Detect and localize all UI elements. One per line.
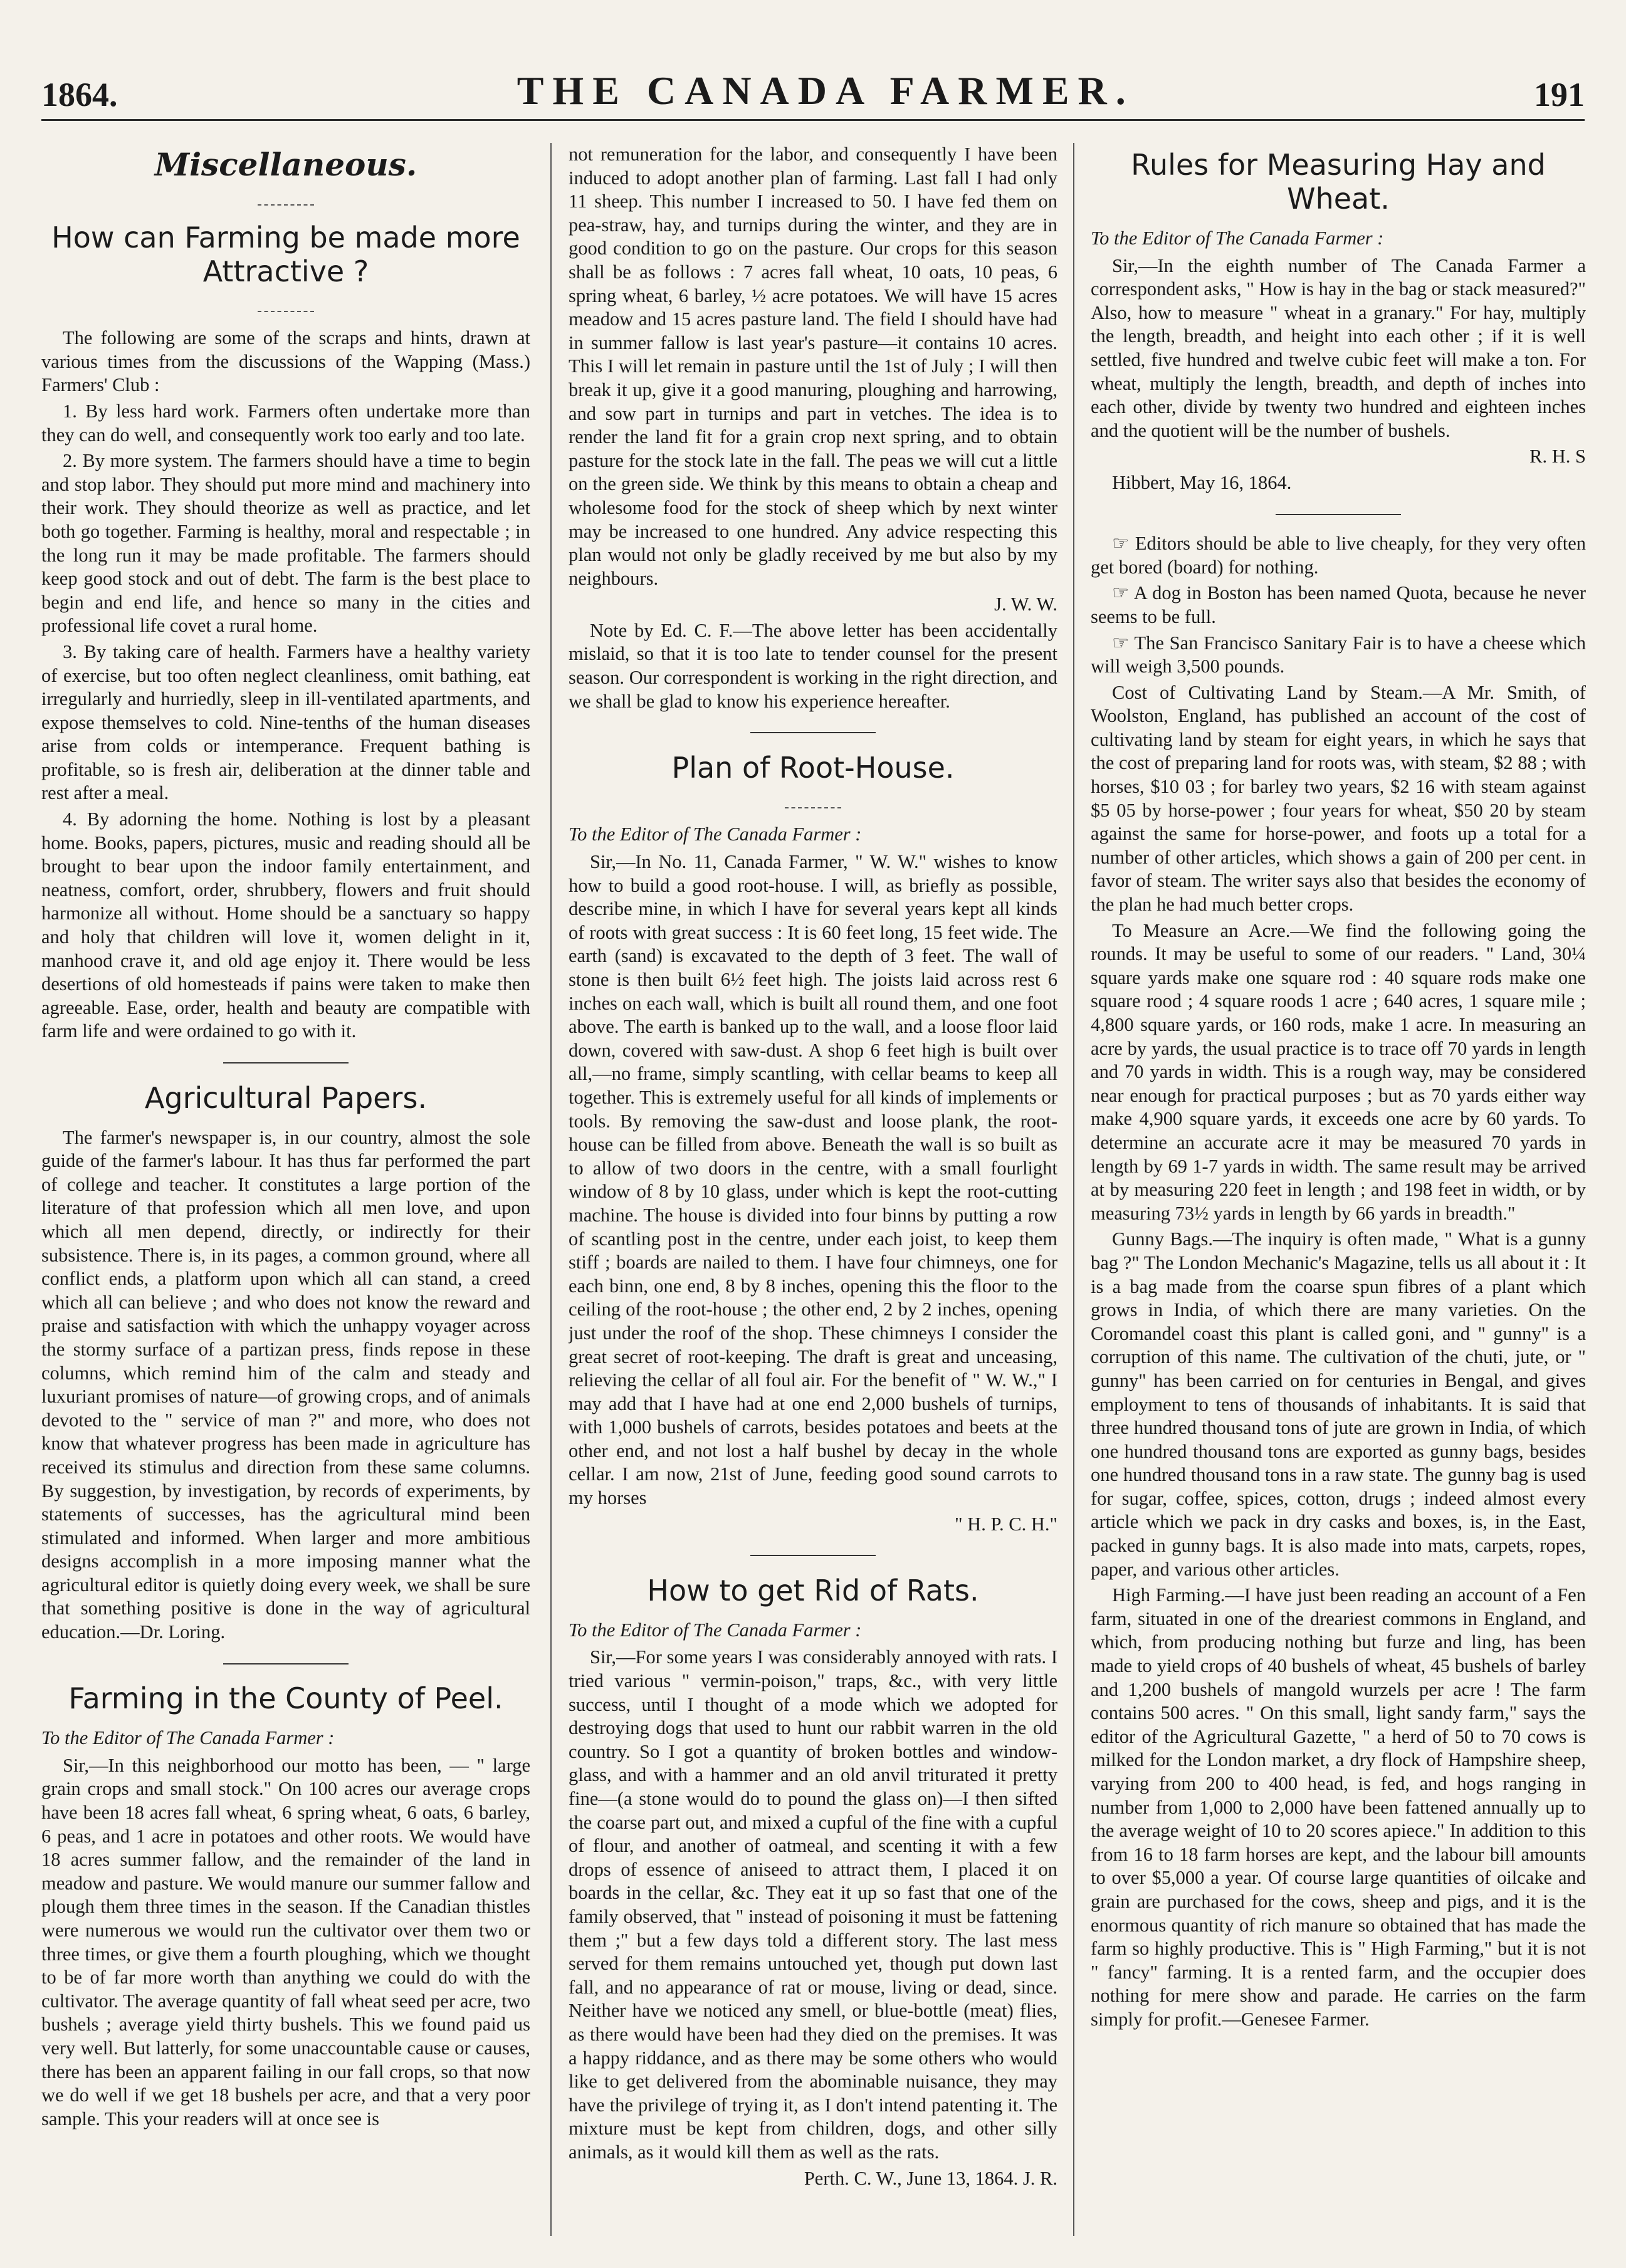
article-title: Farming in the County of Peel. <box>68 1681 503 1716</box>
column-1 <box>41 143 530 2242</box>
paragraph: 3. By taking care of health. Farmers have a healthy variety of exercise, but too often neglect cleanliness, omit bathing, eat irregularly and hurriedly, sleep in ill-ventilated apartments, and expose themselves to cold. Nine-tenths of the human diseases arise from colds or intemperance. Frequent bathing is profitable, so is fresh air, deliberation at the dinner table and rest after a meal. <box>41 640 530 804</box>
salutation: To the Editor of The Canada Farmer : <box>1091 227 1384 249</box>
column-rule <box>1073 143 1074 2236</box>
paragraph: High Farming.—I have just been reading an account of a Fen farm, situated in one of the dreariest commons in England, and which, from producing nothing but furze and ling, has been made to yield crops of 40 bushels of wheat, 45 bushels of barley and 1,200 bushels of mangold wurzels per acre ! The farm contains 500 acres. " On this small, light sandy farm," says the editor of the Agricultural Gazette, " a herd of 50 to 70 cows is milked for the London market, a dry flock of Hampshire sheep, varying from 200 to 400 head, is fed, and hogs ranging in number from 1,000 to 2,000 have been fattened annually up to the average weight of 10 to 20 scores apiece." In addition to this from 16 to 18 farm horses are kept, and the labour bill amounts to over $5,000 a year. Of course large quantities of oilcake and grain are purchased for the cows, sheep and pigs, and it is the enormous quantity of rich manure so obtained that has made the farm so highly productive. This is " High Farming," but it is not " fancy" farming. It is a rented farm, and the occupier does nothing for mere show and parade. He carries on the farm simply for profit.—Genesee Farmer. <box>1091 1584 1586 2030</box>
article-title: Rules for Measuring Hay and Wheat. <box>1131 148 1546 216</box>
editor-note: Note by Ed. C. F.—The above letter has been accidentally mislaid, so that it is too late to tender counsel for the present season. Our correspondent is working in the right direction, and we shall be glad to know his experience hereafter. <box>569 619 1057 712</box>
divider <box>41 188 530 212</box>
divider <box>41 1050 530 1074</box>
salutation: To the Editor of The Canada Farmer : <box>41 1727 335 1749</box>
article-title: Plan of Root-House. <box>671 750 955 785</box>
article-title: How to get Rid of Rats. <box>647 1573 979 1607</box>
article-title: Agricultural Papers. <box>144 1080 427 1115</box>
year: 1864. <box>41 76 118 113</box>
pointing-hand-icon: ☞ <box>1112 533 1135 555</box>
column-2 <box>569 143 1057 2242</box>
divider <box>41 1651 530 1675</box>
paragraph: Sir,—In this neighborhood our motto has been, — " large grain crops and small stock." On 100 acres our average crops have been 18 acres fall wheat, 6 spring wheat, 6 oats, 6 barley, 6 peas, and 1 acre in potatoes and other roots. We would have 18 acres summer fallow, and the remainder of the land in meadow and pasture. We would manure our summer fallow and plough them three times in the season. If the Canadian thistles were numerous we would run the cultivator over them two or three times, or give them a fourth ploughing, which we thought to be of far more worth than anything we could do with the cultivator. The average quantity of fall wheat seed per acre, two bushels ; average yield thirty bushels. This we found paid us very well. But latterly, for some unaccountable cause or causes, there has been an apparent failing in our fall crops, so that now we do well if we get 18 bushels per acre, and that a very poor sample. This your readers will at once see is <box>41 1754 530 2130</box>
page-number: 191 <box>1534 76 1585 113</box>
signature: Perth. C. W., June 13, 1864. J. R. <box>804 2167 1057 2189</box>
divider <box>1091 501 1586 525</box>
divider <box>569 1542 1057 1566</box>
signature: J. W. W. <box>994 593 1057 615</box>
paragraph: ☞ Editors should be able to live cheaply, for they very often get bored (board) for nothing. <box>1091 533 1586 578</box>
paragraph: Cost of Cultivating Land by Steam.—A Mr. Smith, of Woolston, England, has published an account of the cost of cultivating land by steam for eight years, in which he says that the cost of preparing land for roots was, with steam, $2 88 ; with horses, $10 03 ; for barley two years, $2 16 with steam against $5 05 by horse-power ; four years for wheat, $50 20 by steam against the same for horse-power, and foots up a total for a number of other articles, which shows a gain of 200 per cent. in favor of steam. The writer says also that besides the economy of the plan he had much better crops. <box>1091 681 1586 916</box>
column-rule <box>550 143 552 2236</box>
column-3 <box>1091 143 1586 2242</box>
section-heading: Miscellaneous. <box>154 146 417 183</box>
masthead <box>41 63 1585 121</box>
paragraph: 4. By adorning the home. Nothing is lost by a pleasant home. Books, papers, pictures, music and reading should all be brought to bear upon the indoor family entertainment, and neatness, comfort, order, shrubbery, flowers and fruit should harmonize all without. Home should be a sanctuary so happy and holy that children will love it, women delight in it, manhood crave it, and old age enjoy it. There would be less desertions of old homesteads if pains were taken to make then agreeable. Ease, order, health and beauty are compatible with farm life and were ordained to go with it. <box>41 808 530 1042</box>
paragraph: The following are some of the scraps and hints, drawn at various times from the discussions of the Wapping (Mass.) Farmers' Club : <box>41 327 530 396</box>
paragraph: The farmer's newspaper is, in our country, almost the sole guide of the farmer's labour. It has thus far performed the part of college and teacher. It constitutes a large portion of the literature of that profession which all men love, and upon which all men depend, directly, or indirectly for their subsistence. There is, in its pages, a common ground, where all conflict ends, a platform upon which all can stand, a creed which all can believe ; and who does not know the reward and praise and satisfaction with which the unhappy voyager across the stormy surface of a partizan press, finds repose in these columns, which remind him of the calm and steady and luxuriant promises of nature—of growing crops, and of animals devoted to the " service of man ?" and more, who does not know that whatever progress has been made in agriculture has received its stimulus and direction from these same columns. By suggestion, by investigation, by records of experiments, by statements of successes, has the agricultural mind been stimulated and informed. When larger and more ambitious designs accomplish in a more imposing manner what the agricultural editor is quietly doing every week, we shall be sure that something positive is done in the way of agricultural education.—Dr. Loring. <box>41 1126 530 1643</box>
paragraph: ☞ The San Francisco Sanitary Fair is to have a cheese which will weigh 3,500 pounds. <box>1091 632 1586 677</box>
dateline: Hibbert, May 16, 1864. <box>1112 471 1292 493</box>
salutation: To the Editor of The Canada Farmer : <box>569 1619 862 1641</box>
salutation: To the Editor of The Canada Farmer : <box>569 823 862 845</box>
paragraph: not remuneration for the labor, and consequently I have been induced to adopt another plan of farming. Last fall I had only 11 sheep. This number I increased to 50. I have fed them on pea-straw, hay, and turnips during the winter, and they are in good condition to go on the pasture. Our crops for this season shall be as follows : 7 acres fall wheat, 10 oats, 10 peas, 6 spring wheat, 6 barley, ½ acre potatoes. We will have 15 acres meadow and 15 acres pasture land. The field I should have had in summer fallow is last year's pasture—it contains 10 acres. This I will let remain in pasture until the 1st of July ; I will then break it up, give it a good manuring, ploughing and harrowing, and sow part in turnips and part in vetches. The idea is to render the land fit for a grain crop next spring, and to obtain pasture for the stock late in the fall. The peas we will cut a little on the green side. We think by this means to obtain a cheap and wholesome food for the stock of sheep which by next winter may be increased to one hundred. Any advice respecting this plan would not only be gladly received by me but also by my neighbours. <box>569 144 1057 589</box>
paragraph: ☞ A dog in Boston has been named Quota, because he never seems to be full. <box>1091 582 1586 627</box>
divider <box>569 719 1057 743</box>
pointing-hand-icon: ☞ <box>1112 632 1135 654</box>
signature: R. H. S <box>1529 446 1586 468</box>
paragraph: Sir,—In No. 11, Canada Farmer, " W. W." wishes to know how to build a good root-house. I will, as briefly as possible, describe mine, in which I have for several years kept all kinds of roots with great success : It is 60 feet long, 15 feet wide. The earth (sand) is excavated to the depth of 3 feet. The wall of stone is then built 6½ feet high. The joists laid across rest 6 inches on each wall, which is built all round them, and one foot above. The earth is banked up to the wall, and a loose floor laid down, covered with saw-dust. A shop 6 feet high is built over all,—no frame, simply scantling, with cellar beams to keep all together. This is extremely useful for all kinds of implements or tools. By removing the saw-dust and loose plank, the root-house can be filled from above. Beneath the wall is so built as to allow of two doors in the centre, with a small fourlight window of 8 by 10 glass, under which is kept the root-cutting machine. The house is divided into four binns by putting a row of scantling post in the centre, under each joist, to keep them stiff ; boards are nailed to them. I have four chimneys, one for each binn, one end, 8 by 8 inches, opening this the floor to the ceiling of the root-house ; the other end, 2 by 2 inches, opening just under the roof of the shop. These chimneys I consider the great secret of root-keeping. The draft is great and unceasing, relieving the cellar of all foul air. For the benefit of " W. W.," I may add that I have had at one end 2,000 bushels of turnips, with 1,000 bushels of carrots, besides potatoes and beets at the other end, and not lost a half bushel by decay in the whole cellar. I am now, 21st of June, feeding good sound carrots to my horses <box>569 851 1057 1509</box>
divider <box>569 791 1057 815</box>
paragraph: 2. By more system. The farmers should have a time to begin and stop labor. They should put more mind and machinery into their work. They should theorize as well as practice, and let both go together. Farming is healthy, moral and respectable ; in the long run it may be made profitable. The farmers should keep good stock and out of debt. The farm is the best place to begin and end life, and hence so many in the cities and professional life covet a rural home. <box>41 450 530 637</box>
paragraph: To Measure an Acre.—We find the following going the rounds. It may be useful to some of our readers. " Land, 30¼ square yards make one square rod : 40 square rods make one square rood ; 4 square roods 1 acre ; 640 acres, 1 square mile ; 4,800 square yards, or 160 rods, make 1 acre. In measuring an acre by yards, the usual practice is to trace off 70 yards in length and 70 yards in width. This is a rough way, may be considered near enough for practical purposes ; but as 70 yards either way make 4,900 square yards, it exceeds one acre by 60 yards. To determine an accurate acre it may be measured 70 yards in length by 69 1-7 yards in width. The same result may be arrived at by measuring 220 feet in length ; and 198 feet in width, or by measuring 73½ yards in length by 66 yards in breadth." <box>1091 919 1586 1224</box>
newspaper-title: THE CANADA FARMER. <box>517 68 1135 113</box>
divider <box>41 295 530 318</box>
paragraph: 1. By less hard work. Farmers often undertake more than they can do well, and consequently work too early and too late. <box>41 400 530 446</box>
signature: " H. P. C. H." <box>955 1513 1057 1535</box>
paragraph: Gunny Bags.—The inquiry is often made, " What is a gunny bag ?" The London Mechanic's Magazine, tells us all about it : It is a bag made from the coarse spun fibres of a plant which grows in India, of which there are many varieties. On the Coromandel coast this plant is called goni, and " gunny" is a corruption of this name. The cultivation of the chuti, jute, or " gunny" has been carried on for centuries in Bengal, and gives employment to tens of thousands of inhabitants. It is said that three hundred thousand tons of jute are grown in India, of which one hundred thousand tons are exported as gunny bags, besides one hundred thousand tons in a raw state. The gunny bag is used for sugar, coffee, spices, cotton, drugs ; indeed almost every article which we pack in dry casks and boxes, is, in the East, packed in gunny bags. It is also made into mats, carpets, ropes, paper, and various other articles. <box>1091 1228 1586 1580</box>
article-title: How can Farming be made more Attractive ? <box>51 220 520 288</box>
pointing-hand-icon: ☞ <box>1112 582 1134 604</box>
paragraph: Sir,—For some years I was considerably annoyed with rats. I tried various " vermin-poison," traps, &c., with very little success, until I thought of a mode which we adopted for destroying dogs that used to hunt our rabbit warren in the old country. So I got a quantity of broken bottles and window-glass, and with a hammer and an old anvil triturated it pretty fine—(a stone would do to pound the glass on)—I then sifted the coarse part out, and mixed a cupful of the fine with a cupful of flour, and another of oatmeal, and scenting it with a few drops of essence of aniseed to attract them, I placed it on boards in the cellar, &c. They eat it up so fast that one of the family observed, that " instead of poisoning it must be fattening them ;" but a few days told a different story. The last mess served for them remains untouched yet, though put down last fall, and no appearance of rat or mouse, living or dead, since. Neither have we noticed any smell, or blue-bottle (meat) flies, as there would have been had they died on the premises. It was a happy riddance, and as there may be some others who would like to get delivered from the abominable nuisance, they may have the privilege of trying it, as I don't intend patenting it. The mixture must be kept from children, dogs, and other silly animals, as it would kill them as well as the rats. <box>569 1646 1057 2163</box>
paragraph: Sir,—In the eighth number of The Canada Farmer a correspondent asks, " How is hay in the bag or stack measured?" Also, how to measure " wheat in a granary." For hay, multiply the length, breadth, and height into each other ; if it is well settled, five hundred and twelve cubic feet will make a ton. For wheat, multiply the length, breadth, and depth of inches into each other, divide by twenty two hundred and eighteen inches and the quotient will be the number of bushels. <box>1091 254 1586 441</box>
